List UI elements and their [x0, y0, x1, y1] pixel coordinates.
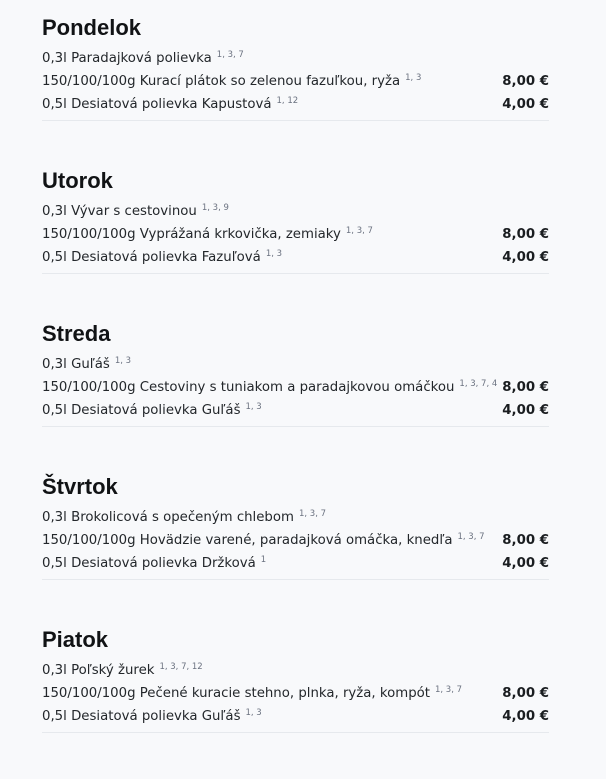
menu-items [42, 200, 549, 274]
menu-item-main [42, 682, 549, 705]
day-title: Pondelok [42, 15, 142, 40]
allergen-codes: 1, 3 [245, 707, 262, 718]
item-label [42, 223, 373, 246]
item-price: 4,00 € [502, 556, 549, 571]
allergen-codes: 1, 3, 9 [201, 202, 229, 213]
allergen-codes: 1 [260, 554, 267, 565]
item-label [42, 529, 485, 552]
day-section-streda [42, 320, 549, 473]
allergen-codes: 1, 3, 7 [457, 531, 485, 542]
item-label [42, 705, 262, 728]
allergen-codes: 1, 3 [114, 355, 132, 366]
item-name: 150/100/100g Kurací plátok so zelenou fazuľkou, ryža [42, 74, 401, 89]
menu-item-snack-soup [42, 246, 549, 269]
day-title: Štvrtok [42, 474, 118, 499]
day-title: Piatok [42, 627, 109, 652]
item-name: 150/100/100g Hovädzie varené, paradajková omáčka, knedľa [42, 533, 453, 548]
item-label [42, 70, 421, 93]
allergen-codes: 1, 3, 7 [216, 49, 244, 60]
item-price: 8,00 € [502, 380, 549, 395]
item-price: 4,00 € [502, 403, 549, 418]
item-name: 0,3l Poľský žurek [42, 663, 155, 678]
allergen-codes: 1, 3, 7, 12 [159, 661, 203, 672]
menu-item-snack-soup [42, 705, 549, 728]
menu-item-main [42, 376, 549, 399]
item-name: 0,5l Desiatová polievka Guľáš [42, 709, 241, 724]
item-name: 0,3l Brokolicová s opečeným chlebom [42, 510, 294, 525]
allergen-codes: 1, 12 [276, 95, 299, 106]
item-name: 150/100/100g Pečené kuracie stehno, plnka, ryža, kompót [42, 686, 430, 701]
menu-item-main [42, 529, 549, 552]
item-label [42, 506, 326, 529]
menu-items [42, 506, 549, 580]
item-label [42, 399, 262, 422]
item-name: 0,3l Vývar s cestovinou [42, 204, 197, 219]
item-label [42, 246, 282, 269]
menu-items [42, 47, 549, 121]
day-title: Utorok [42, 168, 113, 193]
menu-item-soup [42, 353, 549, 376]
day-section-pondelok [42, 14, 549, 167]
item-price: 8,00 € [502, 686, 549, 701]
weekly-menu [42, 14, 549, 779]
menu-items [42, 353, 549, 427]
item-label [42, 552, 266, 575]
item-label [42, 353, 131, 376]
item-name: 0,3l Paradajková polievka [42, 51, 212, 66]
item-price: 4,00 € [502, 709, 549, 724]
item-price: 4,00 € [502, 97, 549, 112]
item-name: 0,3l Guľáš [42, 357, 110, 372]
menu-item-soup [42, 506, 549, 529]
day-section-stvrtok [42, 473, 549, 626]
item-name: 0,5l Desiatová polievka Fazuľová [42, 250, 261, 265]
item-name: 0,5l Desiatová polievka Držková [42, 556, 256, 571]
menu-item-soup [42, 659, 549, 682]
item-price: 4,00 € [502, 250, 549, 265]
menu-item-soup [42, 200, 549, 223]
item-name: 150/100/100g Cestoviny s tuniakom a paradajkovou omáčkou [42, 380, 455, 395]
item-name: 150/100/100g Vyprážaná krkovička, zemiaky [42, 227, 341, 242]
item-label [42, 376, 497, 399]
menu-item-snack-soup [42, 552, 549, 575]
menu-item-soup [42, 47, 549, 70]
allergen-codes: 1, 3, 7 [298, 508, 327, 519]
menu-item-snack-soup [42, 93, 549, 116]
allergen-codes: 1, 3, 7 [345, 225, 373, 236]
item-label [42, 682, 462, 705]
item-price: 8,00 € [502, 74, 549, 89]
item-label [42, 659, 203, 682]
day-title: Streda [42, 321, 111, 346]
allergen-codes: 1, 3 [265, 248, 283, 259]
menu-item-main [42, 70, 549, 93]
allergen-codes: 1, 3, 7, 4 [459, 378, 498, 389]
allergen-codes: 1, 3 [405, 72, 422, 83]
day-section-piatok [42, 626, 549, 779]
menu-item-snack-soup [42, 399, 549, 422]
item-label [42, 200, 229, 223]
item-price: 8,00 € [502, 533, 549, 548]
item-label [42, 93, 298, 116]
item-price: 8,00 € [502, 227, 549, 242]
item-name: 0,5l Desiatová polievka Kapustová [42, 97, 272, 112]
day-section-utorok [42, 167, 549, 320]
allergen-codes: 1, 3 [245, 401, 262, 412]
item-label [42, 47, 244, 70]
allergen-codes: 1, 3, 7 [434, 684, 463, 695]
menu-items [42, 659, 549, 733]
menu-item-main [42, 223, 549, 246]
item-name: 0,5l Desiatová polievka Guľáš [42, 403, 241, 418]
